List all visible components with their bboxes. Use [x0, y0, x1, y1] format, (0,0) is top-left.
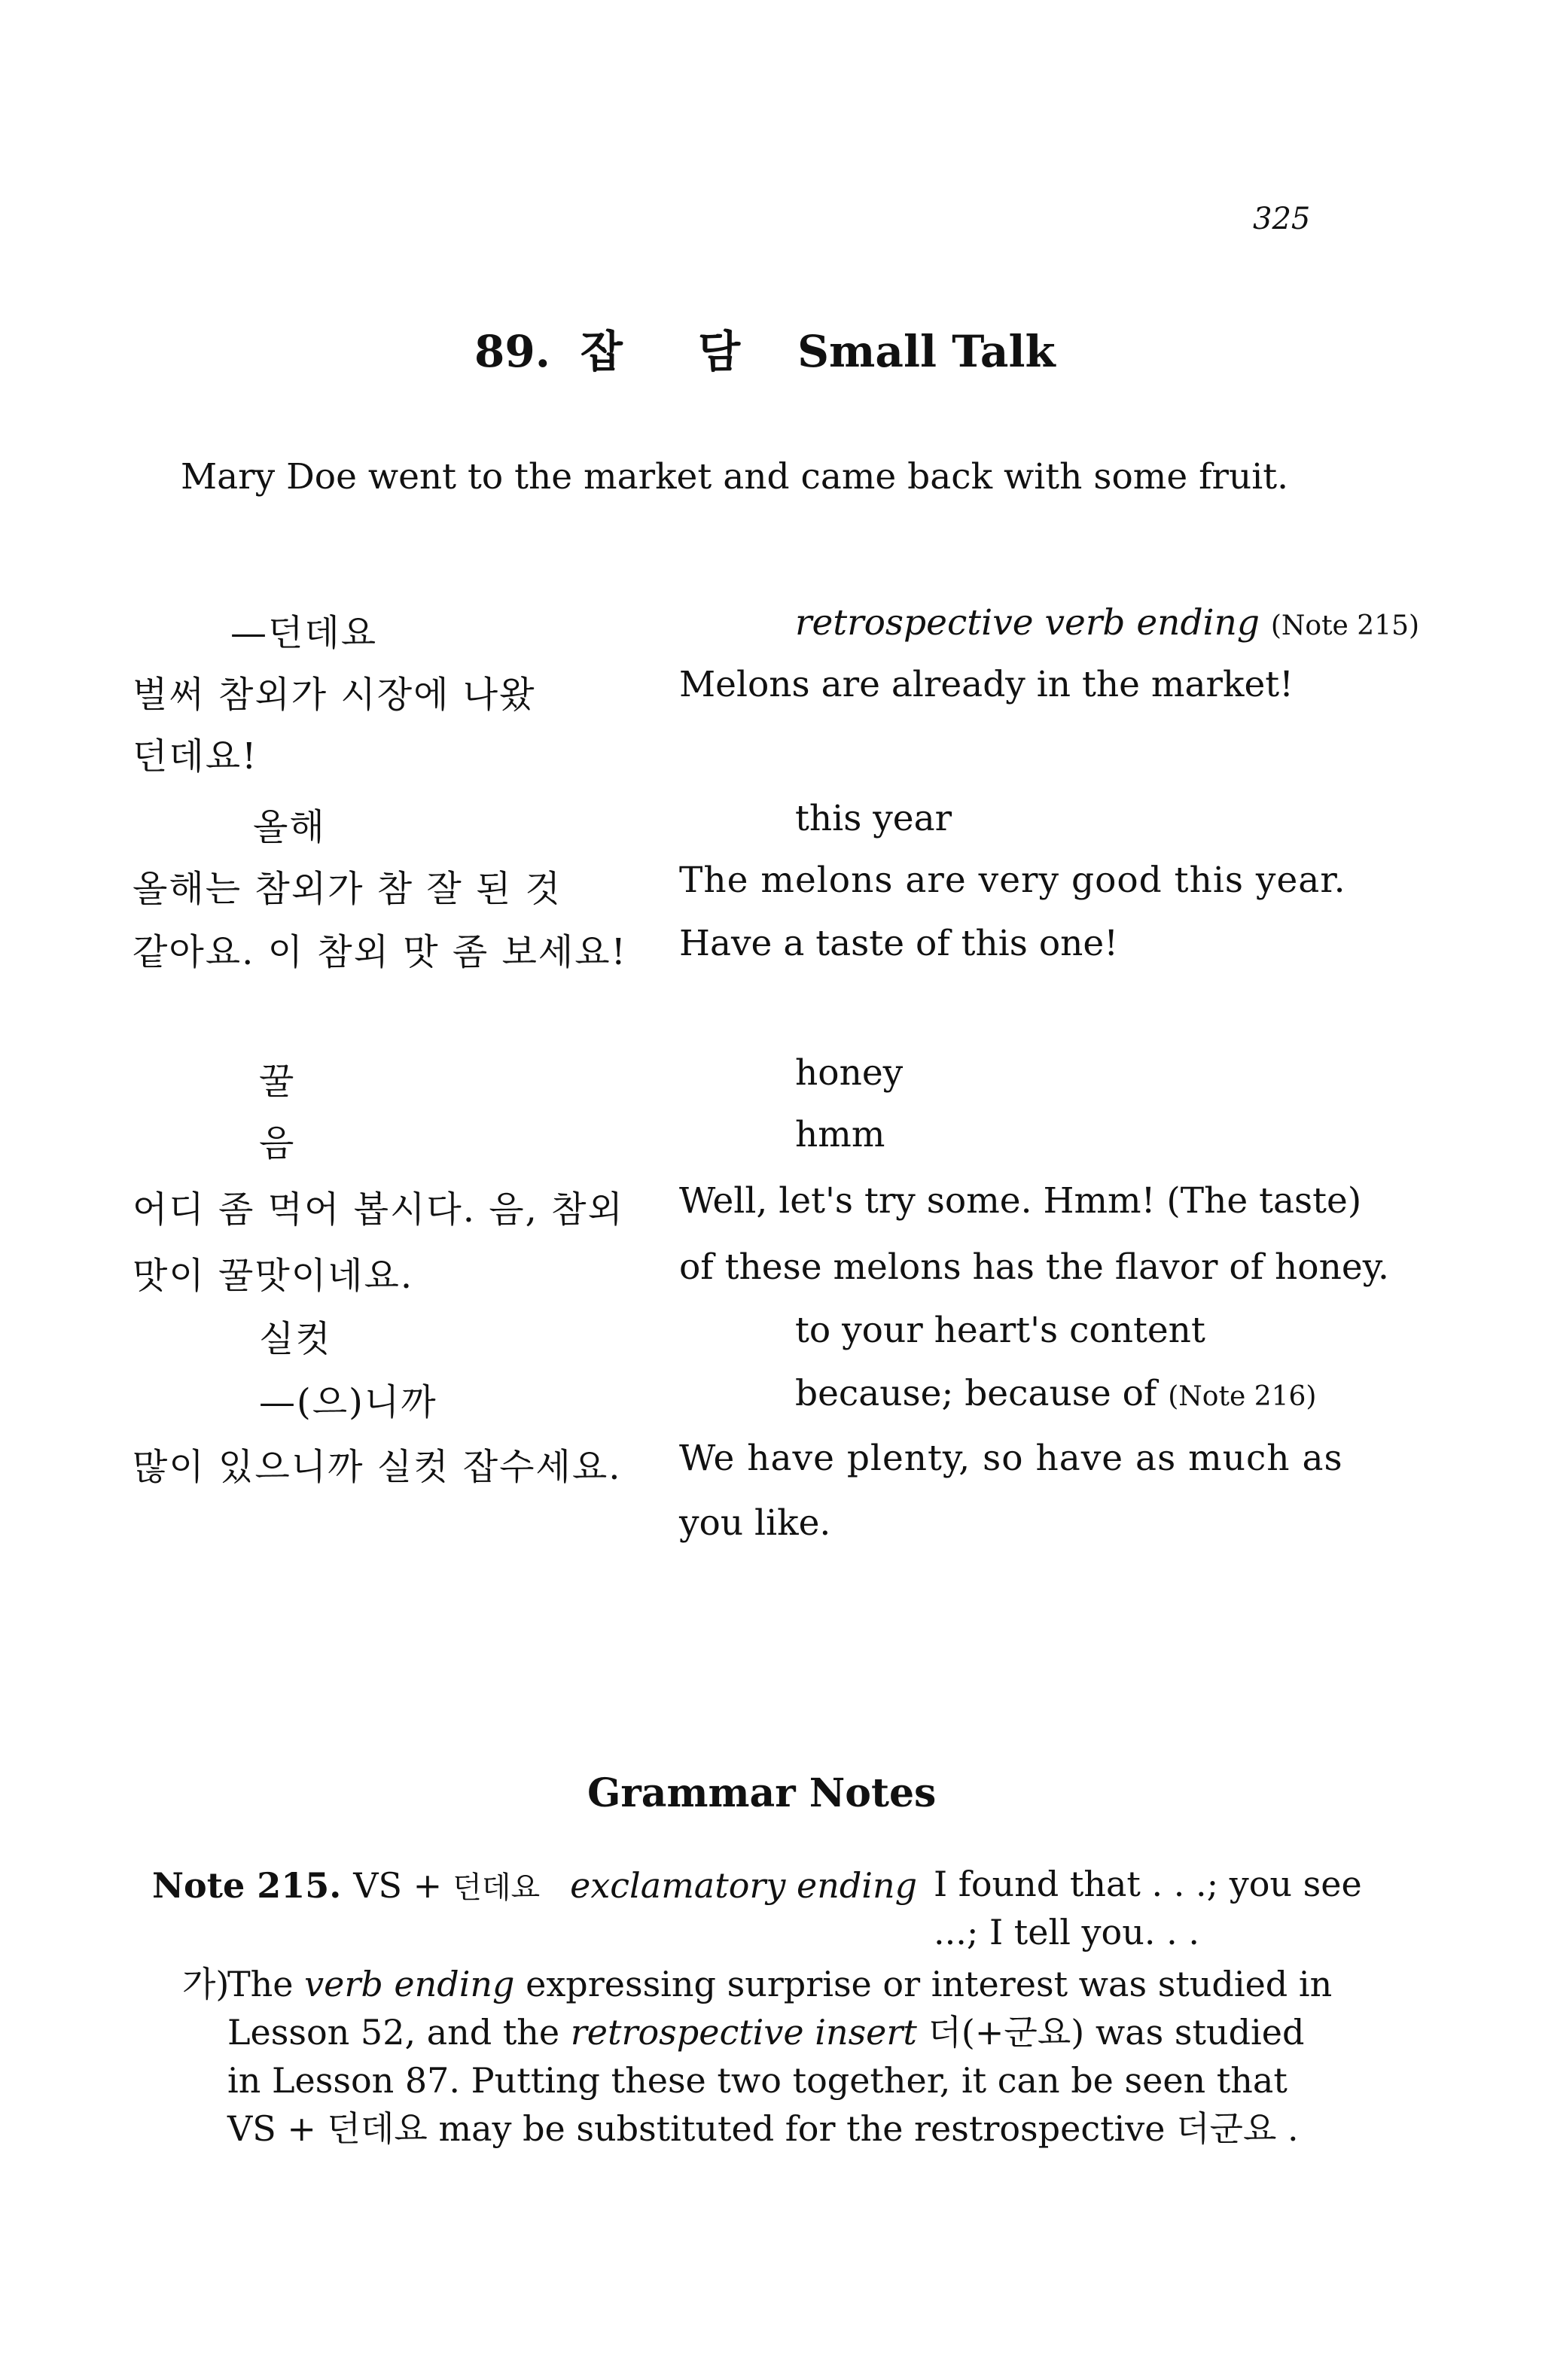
- dialogue-korean: 올해는 참외가 참 잘 된 것: [133, 868, 562, 910]
- lesson-title-english: Small Talk: [797, 326, 1056, 377]
- note-formula: VS +: [353, 1865, 443, 1906]
- gloss-english: hmm: [795, 1114, 885, 1155]
- para-italic: retrospective insert: [570, 2012, 917, 2053]
- dialogue-english: The melons are very good this year.: [679, 860, 1346, 901]
- dialogue-korean: 맛이 꿀맛이네요.: [133, 1255, 414, 1297]
- paragraph-marker: 가): [182, 1964, 230, 2004]
- gloss-korean: 꿀: [259, 1061, 296, 1103]
- dialogue-korean: 같아요. 이 참외 맛 좀 보세요!: [133, 931, 627, 973]
- dialogue-english: of these melons has the flavor of honey.: [679, 1246, 1389, 1288]
- dialogue-english: Melons are already in the market!: [679, 664, 1294, 705]
- note-paragraph: [182, 1960, 1334, 2153]
- dialogue-korean: 어디 좀 먹어 봅시다. 음, 참외: [133, 1188, 624, 1231]
- dialogue-korean: 많이 있으니까 실컷 잡수세요.: [133, 1446, 622, 1488]
- grammar-notes-heading: Grammar Notes: [587, 1770, 937, 1816]
- note-reference: (Note 216): [1168, 1381, 1317, 1412]
- para-italic: verb ending: [304, 1964, 515, 2004]
- para-text: The: [227, 1964, 294, 2004]
- gloss-english: [795, 602, 1419, 644]
- gloss-korean: 음: [259, 1122, 296, 1164]
- gloss-korean: 실컷: [259, 1318, 332, 1360]
- dialogue-english: Have a taste of this one!: [679, 923, 1119, 964]
- note-meaning-line-2: ...; I tell you. . .: [934, 1912, 1199, 1952]
- gloss-english: to your heart's content: [795, 1310, 1205, 1351]
- dialogue-english: you like.: [679, 1502, 831, 1544]
- gloss-korean: 올해: [253, 806, 326, 848]
- intro-sentence: Mary Doe went to the market and came back with some fruit.: [181, 456, 1289, 498]
- gloss-english: honey: [795, 1052, 904, 1094]
- note-type: exclamatory ending: [570, 1865, 918, 1906]
- gloss-english: [795, 1373, 1316, 1414]
- note-meaning-line-1: I found that . . .; you see: [934, 1864, 1362, 1904]
- para-text: expressing surprise or interest was studied in Lesson 52, and the: [227, 1964, 1333, 2053]
- gloss-text: retrospective verb ending: [795, 602, 1260, 644]
- gloss-english: this year: [795, 798, 952, 839]
- dialogue-korean: 벌써 참외가 시장에 나왔: [133, 674, 536, 716]
- lesson-title-korean: 잡 담: [580, 326, 771, 377]
- gloss-text: because; because of: [795, 1373, 1157, 1414]
- gloss-korean: —(으)니까: [259, 1381, 437, 1423]
- dialogue-english: Well, let's try some. Hmm! (The taste): [679, 1180, 1362, 1222]
- gloss-korean: —던데요: [230, 612, 378, 654]
- lesson-number: 89.: [474, 326, 550, 377]
- note-heading: [152, 1864, 917, 1907]
- para-text: 더(+군요) was studied in Lesson 87. Putting these two together, it can be seen that VS + 던데요 may be substituted for the restrospective 더군요 .: [227, 2012, 1305, 2149]
- dialogue-korean: 던데요!: [133, 735, 258, 778]
- note-formula-korean: 던데요: [453, 1870, 541, 1905]
- note-reference: (Note 215): [1270, 610, 1420, 641]
- page-number: 325: [1253, 202, 1311, 236]
- note-label: Note 215.: [152, 1865, 342, 1906]
- lesson-title: [474, 316, 1056, 379]
- dialogue-english: We have plenty, so have as much as: [679, 1438, 1343, 1479]
